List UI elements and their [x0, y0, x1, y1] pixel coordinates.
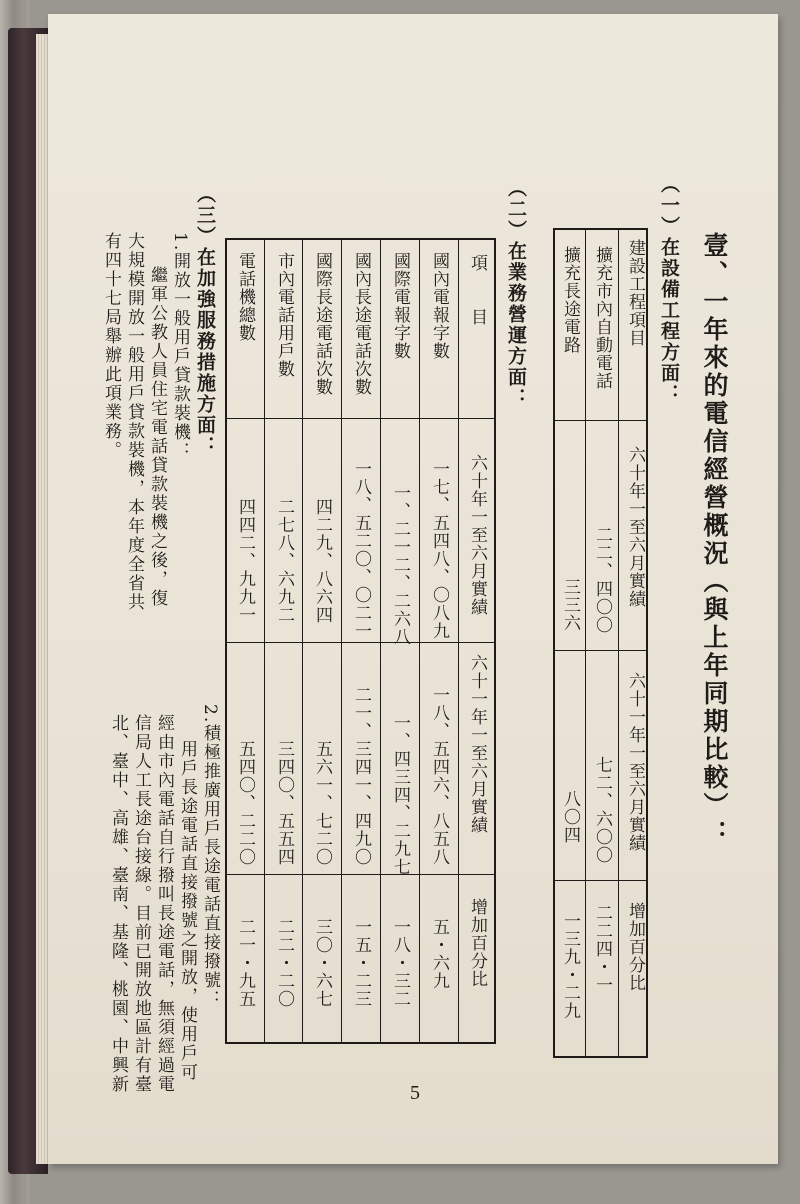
section2-heading: （二）在業務營運方面： [505, 178, 527, 409]
s1-row2-item: 擴充長途電路 [560, 246, 580, 354]
s2-row4-v60: 四二九、八六四 [312, 498, 332, 624]
section3-item1-line3: 有四十七局舉辦此項業務。 [101, 232, 121, 460]
s2-row2-item: 國際電報字數 [390, 252, 410, 360]
s1-header-year61: 六十一年一至六月實績 [625, 672, 645, 852]
section3-item2-title: 2.積極推廣用戶長途電話直接撥號： [200, 704, 220, 1010]
s2-row3-item: 國內長途電話次數 [351, 252, 371, 396]
s2-header-item: 項 目 [467, 254, 487, 326]
s2-row4-v61: 五六一、七二〇 [312, 740, 332, 866]
s2-row2-v60: 一、二一二、二六八 [390, 484, 410, 646]
s2-row3-pct: 一五・二三 [351, 918, 371, 1008]
document-page [48, 14, 778, 1164]
section3-item1-title: 1.開放一般用戶貸款裝機： [170, 232, 190, 462]
s1-row2-pct: 一三九・二九 [560, 912, 580, 1020]
s2-row5-v61: 三四〇、五五四 [274, 740, 294, 866]
s2-row3-v61: 二一、三四一、四九〇 [351, 686, 371, 866]
s2-row4-pct: 三〇・六七 [312, 918, 332, 1008]
s1-row1-v61: 七二、六〇〇 [592, 756, 612, 864]
s2-header-year61: 六十一年一至六月實績 [467, 654, 487, 834]
s2-header-pct: 增加百分比 [467, 898, 487, 988]
s2-row2-pct: 一八・三二 [390, 918, 410, 1008]
page-title: 壹、一年來的電信經營概況（與上年同期比較）： [700, 232, 729, 848]
s1-row1-pct: 二二四・一 [592, 904, 612, 994]
s2-row5-item: 市內電話用戶數 [274, 252, 294, 378]
section3-item2-line3: 信局人工長途台接線。目前已開放地區計有臺 [131, 714, 151, 1094]
s2-row1-pct: 五・六九 [429, 918, 449, 990]
s2-row6-pct: 二一・九五 [235, 918, 255, 1008]
s2-header-year60: 六十年一至六月實績 [467, 454, 487, 616]
section3-item1-line1: 繼軍公教人員住宅電話貸款裝機之後，復 [147, 266, 167, 608]
s2-row2-v61: 一、四三四、二九七 [390, 714, 410, 876]
section1-heading: （一）在設備工程方面： [658, 174, 680, 405]
section3-item1-line2: 大規模開放一般用戶貸款裝機，本年度全省共 [124, 232, 144, 612]
s2-row1-item: 國內電報字數 [429, 252, 449, 360]
s1-header-item: 建設工程項目 [625, 239, 645, 347]
s1-row1-v60: 二二、四〇〇 [592, 526, 612, 634]
s2-row6-item: 電話機總數 [235, 252, 255, 342]
section3-heading: （三）在加強服務措施方面： [194, 184, 216, 457]
s2-row4-item: 國際長途電話次數 [312, 252, 332, 396]
s2-row6-v60: 四四二、九九一 [235, 498, 255, 624]
s1-header-pct: 增加百分比 [625, 902, 645, 992]
s1-row1-item: 擴充市內自動電話 [592, 246, 612, 390]
page-number: 5 [410, 1082, 420, 1104]
s2-row3-v60: 一八、五二〇、〇二一 [351, 460, 371, 640]
section3-item2-line2: 經由市內電話自行撥叫長途電話，無須經過電 [154, 714, 174, 1094]
s2-row1-v61: 一八、五四六、八五八 [429, 686, 449, 866]
s2-row5-v60: 二七八、六九二 [274, 498, 294, 624]
section3-item2-line4: 北、臺中、高雄、臺南、基隆、桃園、中興新 [108, 714, 128, 1094]
s2-row6-v61: 五四〇、二二〇 [235, 740, 255, 866]
s2-row5-pct: 二二・二〇 [274, 918, 294, 1008]
s1-header-year60: 六十年一至六月實績 [625, 446, 645, 608]
section3-item2-line1: 用戶長途電話直接撥號之開放，使用戶可 [177, 740, 197, 1082]
s2-row1-v60: 一七、五四八、〇八九 [429, 460, 449, 640]
s1-row2-v61: 八〇四 [560, 790, 580, 844]
s1-row2-v60: 三三六 [560, 578, 580, 632]
